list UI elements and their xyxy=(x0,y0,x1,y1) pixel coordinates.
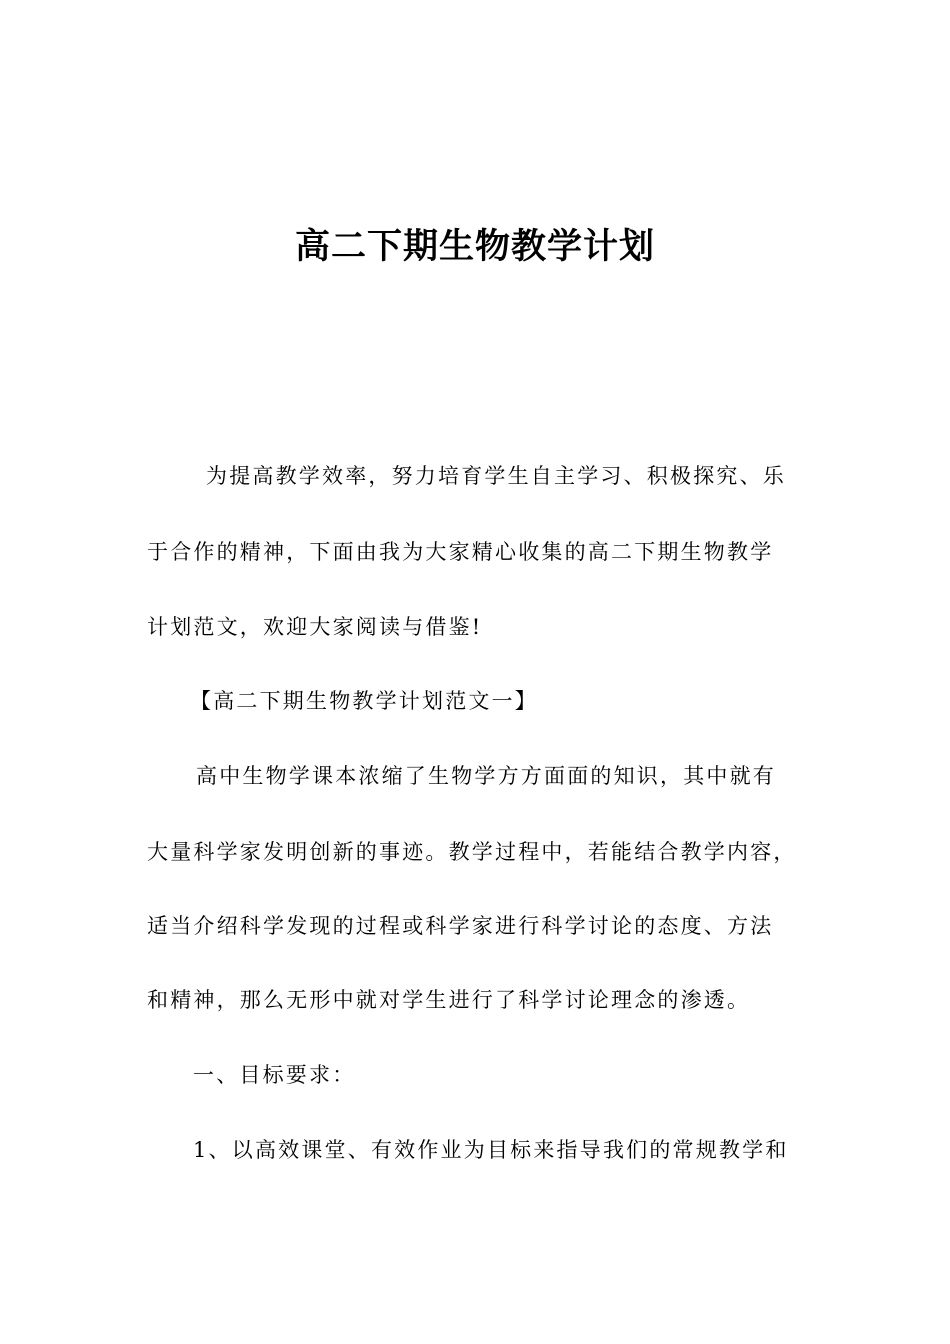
intro-paragraph-line-3: 计划范文，欢迎大家阅读与借鉴! xyxy=(147,615,483,639)
intro-paragraph-line-2: 于合作的精神，下面由我为大家精心收集的高二下期生物教学 xyxy=(147,540,774,564)
subheading-goals: 一、目标要求： xyxy=(193,1063,356,1087)
body-paragraph-line-2: 大量科学家发明创新的事迹。教学过程中，若能结合教学内容， xyxy=(147,840,797,864)
body-paragraph-line-1: 高中生物学课本浓缩了生物学方方面面的知识，其中就有 xyxy=(196,764,776,788)
list-item-1: 1、以高效课堂、有效作业为目标来指导我们的常规教学和 xyxy=(193,1138,789,1162)
body-paragraph-line-3: 适当介绍科学发现的过程或科学家进行科学讨论的态度、方法 xyxy=(147,914,774,938)
intro-paragraph-line-1: 为提高教学效率，努力培育学生自主学习、积极探究、乐 xyxy=(206,464,786,488)
document-title: 高二下期生物教学计划 xyxy=(294,227,655,267)
section-heading: 【高二下期生物教学计划范文一】 xyxy=(190,689,538,713)
body-paragraph-line-4: 和精神，那么无形中就对学生进行了科学讨论理念的渗透。 xyxy=(147,988,751,1012)
